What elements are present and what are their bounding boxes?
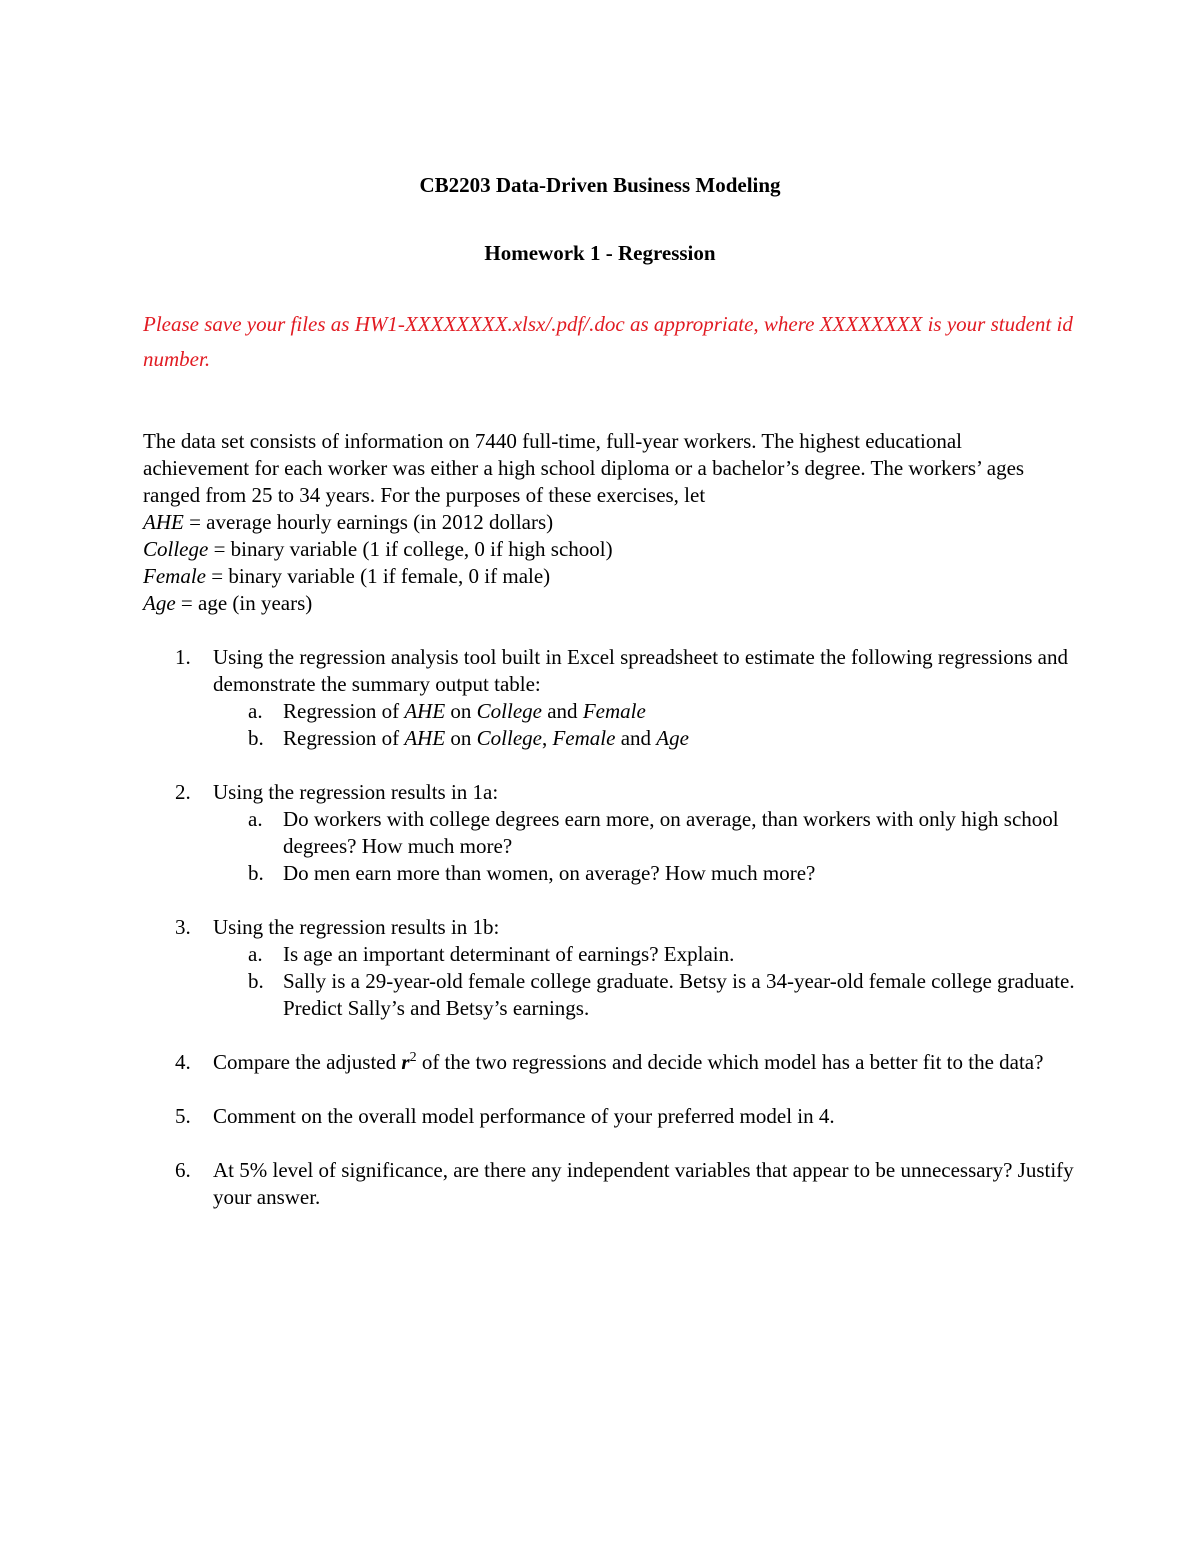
question-5 — [143, 1103, 1083, 1130]
intro-paragraph: The data set consists of information on 7440 full-time, full-year workers. The highest educational achievement for each worker was either a high school diploma or a bachelor’s degree. The workers’ ages ranged from 25 to 34 years. For the purposes of these exercises, let — [143, 429, 1025, 507]
definition-term: Female — [143, 564, 206, 588]
definition-term: College — [143, 537, 209, 561]
subquestion-text: Regression of AHE on College and Female — [283, 699, 646, 723]
question-4 — [143, 1049, 1083, 1076]
definition-desc: = binary variable (1 if college, 0 if high school) — [208, 537, 613, 561]
definition-term: AHE — [143, 510, 184, 534]
definition-female — [143, 563, 1073, 590]
definition-college — [143, 536, 1073, 563]
subquestion-letter: a. — [248, 699, 263, 723]
question-2 — [143, 779, 1083, 806]
subquestion-letter: a. — [248, 942, 263, 966]
question-3 — [143, 914, 1083, 941]
subquestion-text: Do men earn more than women, on average? How much more? — [283, 861, 816, 885]
definition-age — [143, 590, 1073, 617]
question-6 — [143, 1157, 1083, 1211]
subquestion-text: Is age an important determinant of earnings? Explain. — [283, 942, 735, 966]
question-3a — [143, 941, 1083, 968]
subquestion-letter: b. — [248, 726, 264, 750]
question-number: 6. — [175, 1158, 191, 1182]
question-text: Using the regression results in 1a: — [213, 780, 499, 804]
definition-desc: = average hourly earnings (in 2012 dollars) — [183, 510, 554, 534]
question-number: 5. — [175, 1104, 191, 1128]
subquestion-text: Do workers with college degrees earn more, on average, than workers with only high school degrees? How much more? — [283, 807, 1059, 858]
question-1b — [143, 725, 1083, 752]
definition-term: Age — [143, 591, 176, 615]
question-text: Comment on the overall model performance of your preferred model in 4. — [213, 1104, 835, 1128]
question-text: At 5% level of significance, are there any independent variables that appear to be unnecessary? Justify your answer. — [213, 1158, 1074, 1209]
subquestion-text: Regression of AHE on College, Female and Age — [283, 726, 689, 750]
document-subtitle: Homework 1 - Regression — [484, 241, 716, 265]
definition-ahe — [143, 509, 1073, 536]
question-number: 1. — [175, 645, 191, 669]
question-1a — [143, 698, 1083, 725]
question-3b — [143, 968, 1083, 1022]
question-text: Using the regression analysis tool built in Excel spreadsheet to estimate the following regressions and demonstrate the summary output table: — [213, 645, 1068, 696]
subquestion-letter: a. — [248, 807, 263, 831]
subquestion-letter: b. — [248, 969, 264, 993]
question-2b — [143, 860, 1083, 887]
question-number: 2. — [175, 780, 191, 804]
file-naming-note: Please save your files as HW1-XXXXXXXX.xlsx/.pdf/.doc as appropriate, where XXXXXXXX is your student id number. — [143, 312, 1073, 371]
question-1 — [143, 644, 1083, 698]
definition-desc: = age (in years) — [175, 591, 313, 615]
question-number: 3. — [175, 915, 191, 939]
subquestion-text: Sally is a 29-year-old female college graduate. Betsy is a 34-year-old female college graduate. Predict Sally’s and Betsy’s earnings. — [283, 969, 1075, 1020]
question-number: 4. — [175, 1050, 191, 1074]
adjusted-r-squared-symbol: r — [401, 1050, 410, 1074]
question-text: Compare the adjusted $r^2$ of the two regressions and decide which model has a better fit to the data? — [213, 1050, 1044, 1074]
subquestion-letter: b. — [248, 861, 264, 885]
question-list — [143, 644, 1083, 1211]
intro-section — [143, 428, 1073, 617]
question-2a — [143, 806, 1083, 860]
document-title: CB2203 Data-Driven Business Modeling — [419, 173, 781, 197]
question-text: Using the regression results in 1b: — [213, 915, 500, 939]
definition-desc: = binary variable (1 if female, 0 if male) — [205, 564, 551, 588]
